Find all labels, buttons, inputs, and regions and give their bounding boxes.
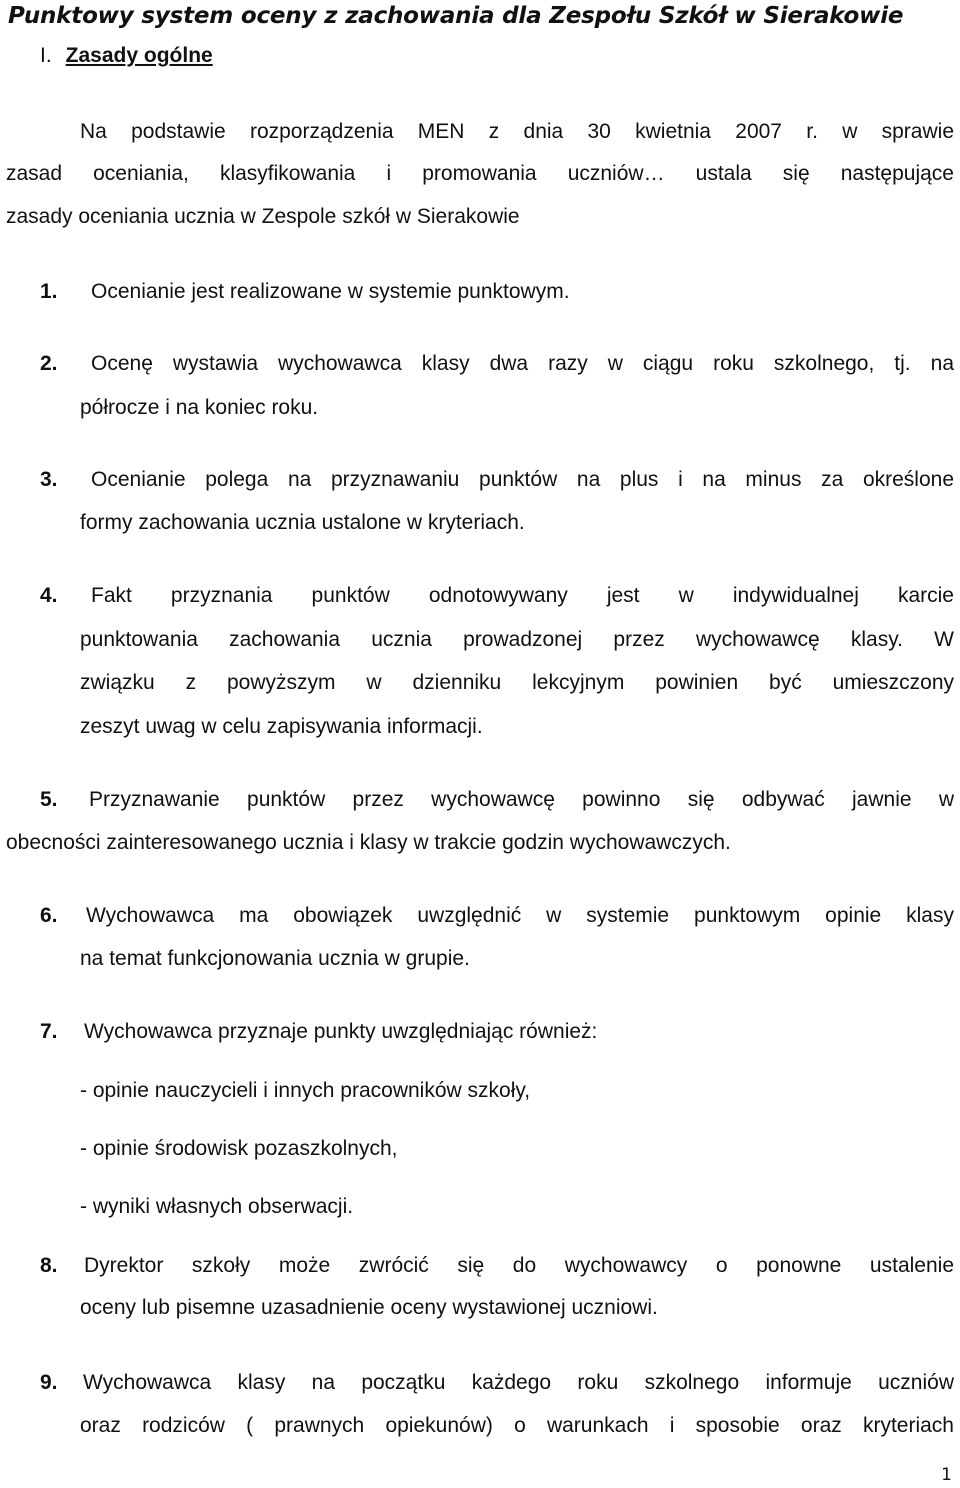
point-number: 9.	[40, 1371, 58, 1394]
point-5-line-1: Przyznawanie punktów przez wychowawcę powinno się odbywać jawnie w	[89, 788, 954, 811]
point-4-line-3: związku z powyższym w dzienniku lekcyjnym powinien być umieszczony	[80, 671, 954, 694]
point-number: 7.	[40, 1020, 58, 1043]
point-1-line-1: Ocenianie jest realizowane w systemie punktowym.	[91, 280, 570, 303]
point-number: 8.	[40, 1254, 58, 1277]
point-5	[40, 786, 58, 814]
section-number: I.	[40, 44, 52, 67]
intro-line-1: Na podstawie rozporządzenia MEN z dnia 30 kwietnia 2007 r. w sprawie	[80, 120, 954, 143]
point-9-line-1: Wychowawca klasy na początku każdego roku szkolnego informuje uczniów	[83, 1371, 954, 1394]
point-number: 5.	[40, 788, 58, 811]
point-7	[40, 1018, 58, 1046]
point-number: 6.	[40, 904, 58, 927]
document-title: Punktowy system oceny z zachowania dla Zespołu Szkół w Sierakowie	[8, 3, 904, 29]
point-7-line-1: Wychowawca przyznaje punkty uwzględniając również:	[84, 1020, 598, 1043]
section-heading	[40, 42, 213, 70]
point-number: 1.	[40, 280, 58, 303]
point-9-line-2: oraz rodziców ( prawnych opiekunów) o warunkach i sposobie oraz kryteriach	[80, 1414, 954, 1437]
point-4-line-2: punktowania zachowania ucznia prowadzonej przez wychowawcę klasy. W	[80, 628, 954, 651]
point-6	[40, 902, 58, 930]
point-7-item-3: - wyniki własnych obserwacji.	[80, 1195, 354, 1218]
point-8	[40, 1252, 58, 1280]
point-8-line-2: oceny lub pisemne uzasadnienie oceny wystawionej uczniowi.	[80, 1296, 658, 1319]
point-4-line-1: Fakt przyznania punktów odnotowywany jest w indywidualnej karcie	[91, 584, 954, 607]
point-9	[40, 1369, 58, 1397]
point-number: 3.	[40, 468, 58, 491]
point-5-line-2: obecności zainteresowanego ucznia i klasy w trakcie godzin wychowawczych.	[6, 831, 731, 854]
point-7-item-2: - opinie środowisk pozaszkolnych,	[80, 1137, 398, 1160]
point-6-line-2: na temat funkcjonowania ucznia w grupie.	[80, 947, 470, 970]
page-number: 1	[941, 1465, 952, 1485]
point-2	[40, 350, 58, 378]
intro-line-3: zasady oceniania ucznia w Zespole szkół w Sierakowie	[6, 205, 520, 228]
intro-line-2: zasad oceniania, klasyfikowania i promowania uczniów… ustala się następujące	[6, 162, 954, 185]
point-3	[40, 466, 58, 494]
point-3-line-1: Ocenianie polega na przyznawaniu punktów na plus i na minus za określone	[91, 468, 954, 491]
point-6-line-1: Wychowawca ma obowiązek uwzględnić w systemie punktowym opinie klasy	[86, 904, 954, 927]
section-label: Zasady ogólne	[65, 44, 213, 67]
point-1	[40, 278, 58, 306]
point-7-item-1: - opinie nauczycieli i innych pracowników szkoły,	[80, 1079, 531, 1102]
point-4	[40, 582, 58, 610]
point-3-line-2: formy zachowania ucznia ustalone w kryteriach.	[80, 511, 525, 534]
point-2-line-1: Ocenę wystawia wychowawca klasy dwa razy w ciągu roku szkolnego, tj. na	[91, 352, 954, 375]
point-4-line-4: zeszyt uwag w celu zapisywania informacji.	[80, 715, 483, 738]
point-8-line-1: Dyrektor szkoły może zwrócić się do wychowawcy o ponowne ustalenie	[84, 1254, 954, 1277]
point-number: 4.	[40, 584, 58, 607]
point-number: 2.	[40, 352, 58, 375]
point-2-line-2: półrocze i na koniec roku.	[80, 396, 319, 419]
